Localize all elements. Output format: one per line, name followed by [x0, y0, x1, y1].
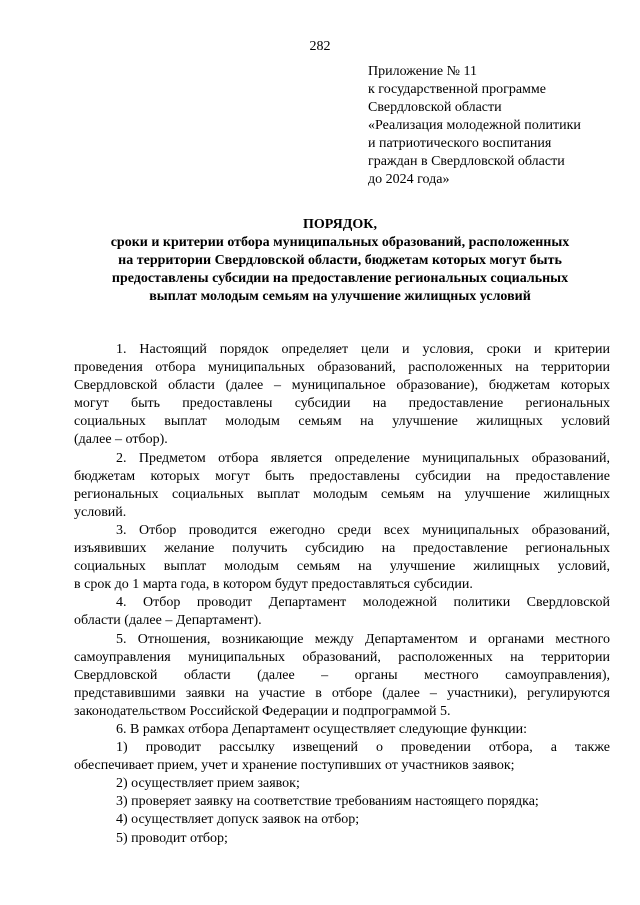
paragraph: [74, 631, 610, 721]
paragraph-line: 4) осуществляет допуск заявок на отбор;: [116, 812, 360, 828]
paragraph: [74, 594, 610, 630]
paragraph-line: проведения отбора муниципальных образований, расположенных на территории: [74, 360, 610, 376]
annex-line: Свердловской области: [368, 100, 502, 115]
paragraph: [74, 793, 610, 811]
title-line: выплат молодым семьям на улучшение жилищных условий: [149, 289, 531, 304]
paragraph-line: в срок до 1 марта года, в котором будут предоставляться субсидии.: [74, 577, 473, 593]
paragraph-line: социальных выплат молодым семьям на улучшение жилищных условий: [74, 414, 610, 430]
paragraph-line: 5) проводит отбор;: [116, 830, 228, 846]
paragraph-line: 3. Отбор проводится ежегодно среди всех муниципальных образований,: [116, 522, 610, 538]
annex-line: «Реализация молодежной политики: [368, 118, 581, 133]
paragraph-line: законодательством Российской Федерации и подпрограммой 5.: [74, 703, 451, 719]
annex-line: и патриотического воспитания: [368, 136, 552, 151]
annex-line: до 2024 года»: [368, 172, 450, 187]
title-line: предоставлены субсидии на предоставление региональных социальных: [111, 271, 569, 286]
annex-line: Приложение № 11: [368, 64, 477, 79]
paragraph-line: региональных социальных выплат молодым семьям на улучшение жилищных: [74, 486, 610, 502]
paragraph: [74, 811, 610, 829]
paragraph-line: условий.: [74, 504, 127, 520]
annex-line: к государственной программе: [368, 82, 546, 97]
paragraph-line: могут быть предоставлены субсидии на предоставление региональных: [74, 396, 610, 412]
paragraph-line: 5. Отношения, возникающие между Департаментом и органами местного: [116, 631, 610, 647]
paragraph-line: обеспечивает прием, учет и хранение поступивших от участников заявок;: [74, 758, 515, 774]
paragraph-line: 6. В рамках отбора Департамент осуществляет следующие функции:: [116, 721, 528, 737]
paragraph-line: области (далее – Департамент).: [74, 613, 262, 629]
paragraph-line: (далее – отбор).: [74, 432, 168, 448]
paragraph-line: Свердловской области (далее – органы местного самоуправления),: [74, 667, 610, 683]
paragraph-line: 3) проверяет заявку на соответствие требованиям настоящего порядка;: [116, 794, 539, 810]
page-number: 282: [309, 39, 331, 54]
document-body: [74, 341, 610, 848]
paragraph-line: представившими заявки на участие в отборе (далее – участники), регулируются: [74, 685, 610, 701]
paragraph: [74, 775, 610, 793]
annex-line: граждан в Свердловской области: [368, 154, 565, 169]
paragraph-line: Свердловской области (далее – муниципальное образование), бюджетам которых: [74, 378, 610, 394]
paragraph-line: 2. Предметом отбора является определение муниципальных образований,: [116, 450, 610, 466]
paragraph: [74, 739, 610, 775]
title-line: на территории Свердловской области, бюджетам которых могут быть: [118, 253, 562, 268]
document-title: [60, 216, 620, 306]
paragraph: [74, 522, 610, 594]
paragraph-line: социальных выплат молодым семьям на улучшение жилищных условий,: [74, 559, 610, 575]
paragraph-line: 4. Отбор проводит Департамент молодежной политики Свердловской: [116, 595, 610, 611]
paragraph: [74, 341, 610, 450]
paragraph-line: 1. Настоящий порядок определяет цели и условия, сроки и критерии: [116, 342, 610, 357]
paragraph-line: 2) осуществляет прием заявок;: [116, 776, 300, 792]
title-line: сроки и критерии отбора муниципальных образований, расположенных: [110, 235, 570, 250]
annex-block: [368, 63, 630, 189]
paragraph-line: бюджетам которых могут быть предоставлены субсидии на предоставление: [74, 468, 610, 484]
paragraph: [74, 830, 610, 848]
paragraph: [74, 450, 610, 522]
paragraph-line: 1) проводит рассылку извещений о проведении отбора, а также: [116, 740, 610, 756]
paragraph: [74, 721, 610, 739]
title-heading: ПОРЯДОК,: [303, 217, 377, 232]
paragraph-line: самоуправления муниципальных образований, расположенных на территории: [74, 649, 610, 665]
paragraph-line: изъявивших желание получить субсидию на предоставление региональных: [74, 541, 610, 557]
